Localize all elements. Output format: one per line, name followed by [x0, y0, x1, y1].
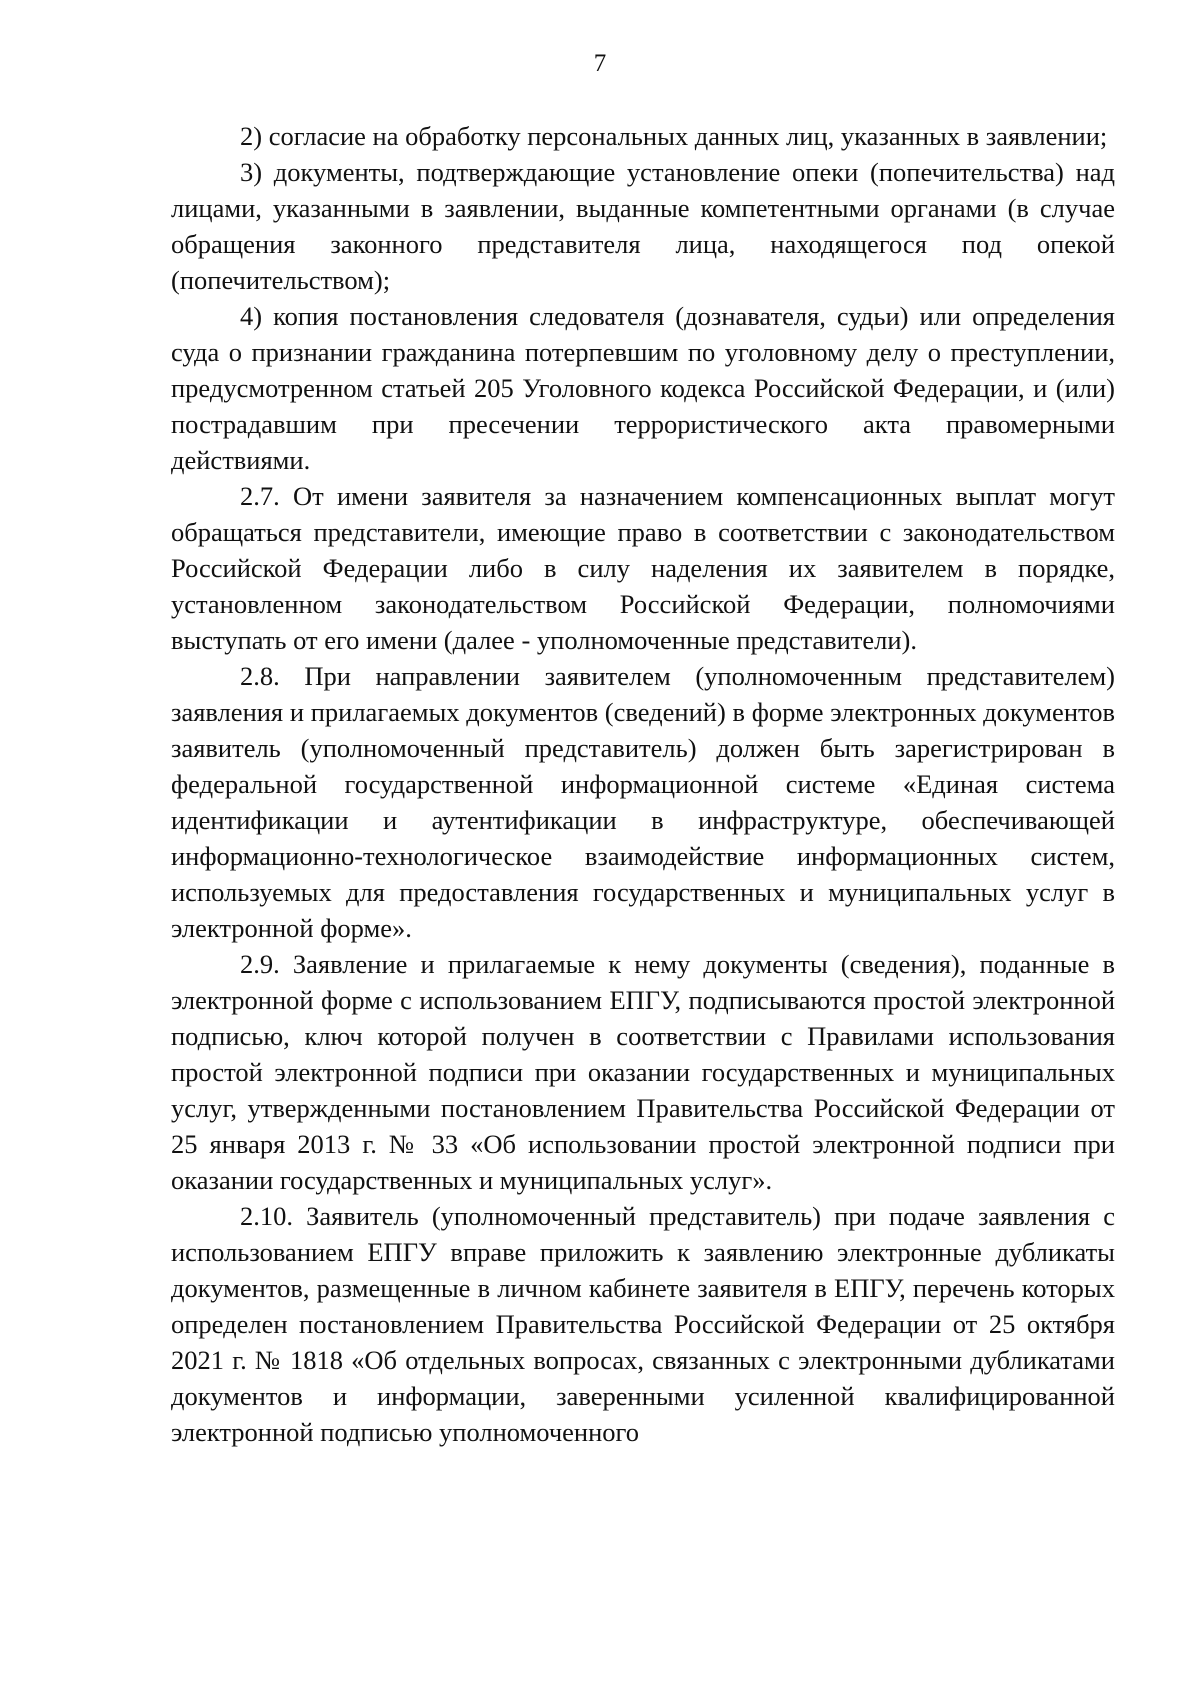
- paragraph-2-8: 2.8. При направлении заявителем (уполномоченным представителем) заявления и прилагаемых документов (сведений) в форме электронных документов заявитель (уполномоченный представитель) должен быть зарегистрирован в федеральной государственной информационной системе «Единая система идентификации и аутентификации в инфраструктуре, обеспечивающей информационно-технологическое взаимодействие информационных систем, используемых для предоставления государственных и муниципальных услуг в электронной форме».: [171, 661, 1115, 943]
- paragraph-2-7: 2.7. От имени заявителя за назначением компенсационных выплат могут обращаться представители, имеющие право в соответствии с законодательством Российской Федерации либо в силу наделения их заявителем в порядке, установленном законодательством Российской Федерации, полномочиями выступать от его имени (далее - уполномоченные представители).: [171, 481, 1115, 655]
- page-number: 7: [593, 50, 607, 77]
- document-body: [171, 118, 1115, 1450]
- paragraph-item-4: 4) копия постановления следователя (дознавателя, судьи) или определения суда о признании гражданина потерпевшим по уголовному делу о преступлении, предусмотренном статьей 205 Уголовного кодекса Российской Федерации, и (или) пострадавшим при пресечении террористического акта правомерными действиями.: [171, 301, 1115, 475]
- paragraph-2-9: 2.9. Заявление и прилагаемые к нему документы (сведения), поданные в электронной форме с использованием ЕПГУ, подписываются простой электронной подписью, ключ которой получен в соответствии с Правилами использования простой электронной подписи при оказании государственных и муниципальных услуг, утвержденными постановлением Правительства Российской Федерации от 25 января 2013 г. № 33 «Об использовании простой электронной подписи при оказании государственных и муниципальных услуг».: [171, 949, 1115, 1195]
- paragraph-2-10: 2.10. Заявитель (уполномоченный представитель) при подаче заявления с использованием ЕПГУ вправе приложить к заявлению электронные дубликаты документов, размещенные в личном кабинете заявителя в ЕПГУ, перечень которых определен постановлением Правительства Российской Федерации от 25 октября 2021 г. № 1818 «Об отдельных вопросах, связанных с электронными дубликатами документов и информации, заверенными усиленной квалифицированной электронной подписью уполномоченного: [171, 1201, 1115, 1447]
- paragraph-item-3: 3) документы, подтверждающие установление опеки (попечительства) над лицами, указанными в заявлении, выданные компетентными органами (в случае обращения законного представителя лица, находящегося под опекой (попечительством);: [171, 157, 1115, 295]
- paragraph-item-2: 2) согласие на обработку персональных данных лиц, указанных в заявлении;: [240, 121, 1108, 151]
